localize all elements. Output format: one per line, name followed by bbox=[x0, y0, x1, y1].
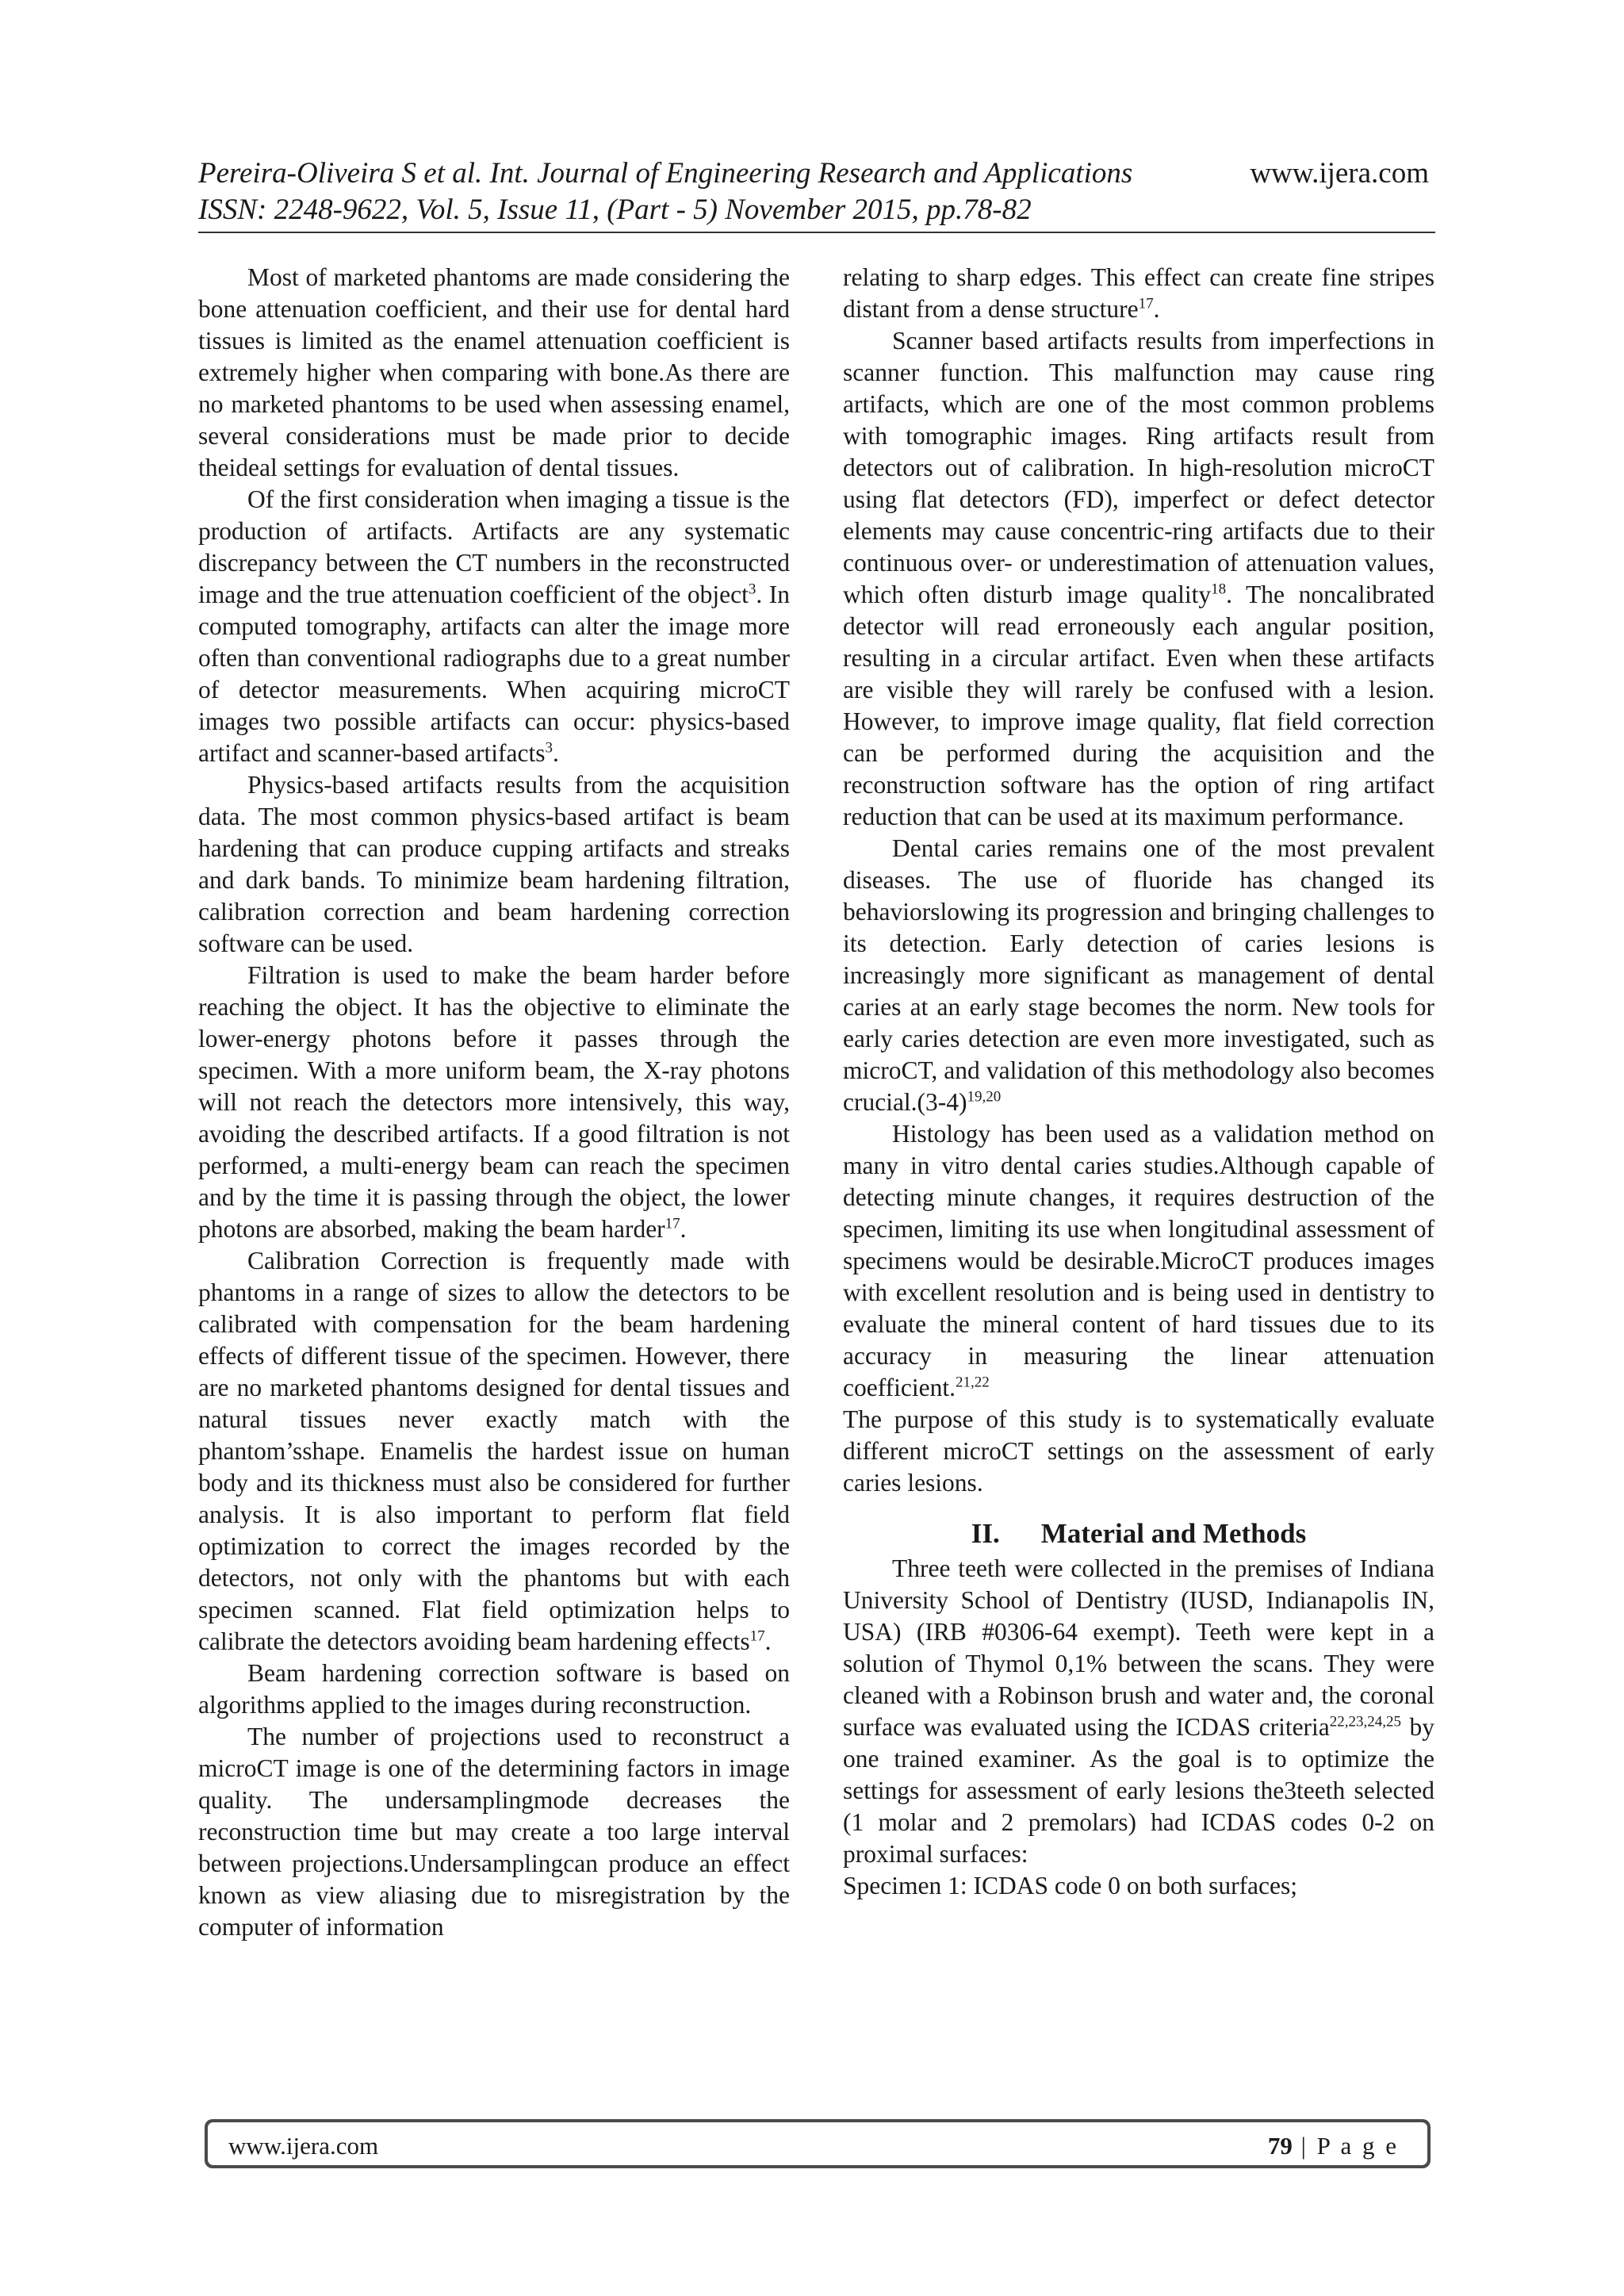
section-heading bbox=[843, 1518, 1434, 1550]
citation: 3 bbox=[748, 581, 756, 598]
paragraph: Most of marketed phantoms are made considering the bone attenuation coefficient, and their use for dental hard tissues is limited as the enamel attenuation coefficient is extremely higher when comparing with bone.As there are no marketed phantoms to be used when assessing enamel, several considerations must be made prior to decide theideal settings for evaluation of dental tissues. bbox=[198, 263, 790, 481]
footer-bar bbox=[205, 2119, 1431, 2168]
paragraph: Physics-based artifacts results from the acquisition data. The most common physics-based artifact is beam hardening that can produce cupping artifacts and streaks and dark bands. To minimize beam hardening filtration, calibration correction and beam hardening correction software can be used. bbox=[198, 771, 790, 957]
section-title: Material and Methods bbox=[1040, 1518, 1307, 1549]
header-issn-line: ISSN: 2248-9622, Vol. 5, Issue 11, (Part - 5) November 2015, pp.78-82 bbox=[198, 194, 1032, 226]
paragraph: Three teeth were collected in the premises of Indiana University School of Dentistry (IUSD, Indianapolis IN, USA) (IRB #0306-64 exempt). Teeth were kept in a solution of Thymol 0,1% between the scans. They were cleaned with a Robinson brush and water and, the coronal surface was evaluated using the ICDAS criteria$^{22,23,24,25}$ by one trained examiner. As the goal is to optimize the settings for assessment of early lesions the3teeth selected (1 molar and 2 premolars) had ICDAS codes 0-2 on proximal surfaces: bbox=[843, 1554, 1434, 1868]
paragraph: Histology has been used as a validation method on many in vitro dental caries studies.Although capable of detecting minute changes, it requires destruction of the specimen, limiting its use when longitudinal assessment of specimens would be desirable.MicroCT produces images with excellent resolution and is being used in dentistry to evaluate the mineral content of hard tissues due to its accuracy in measuring the linear attenuation coefficient.$^{21,22}$ bbox=[843, 1120, 1434, 1401]
citation: 3 bbox=[545, 739, 553, 757]
page-number: 79 | P a g e bbox=[1267, 2132, 1399, 2160]
paragraph: Of the first consideration when imaging a tissue is the production of artifacts. Artifacts are any systematic discrepancy between the CT numbers in the reconstructed image and the true attenuation coefficient of the object$^3$. In computed tomography, artifacts can alter the image more often than conventional radiographs due to a great number of detector measurements. When acquiring microCT images two possible artifacts can occur: physics-based artifact and scanner-based artifacts$^3$. bbox=[198, 485, 790, 767]
right-column bbox=[843, 262, 1434, 1902]
citation: 18 bbox=[1211, 581, 1227, 598]
header-journal-line: Pereira-Oliveira S et al. Int. Journal of Engineering Research and Applications bbox=[198, 157, 1133, 190]
paragraph: The purpose of this study is to systematically evaluate different microCT settings on the assessment of early caries lesions. bbox=[843, 1405, 1434, 1497]
paragraph: The number of projections used to reconstruct a microCT image is one of the determining factors in image quality. The undersamplingmode decreases the reconstruction time but may create a too large interval between projections.Undersamplingcan produce an effect known as view aliasing due to misregistration by the computer of information bbox=[198, 1723, 790, 1941]
citation: 22,23,24,25 bbox=[1329, 1713, 1402, 1731]
left-column bbox=[198, 262, 790, 1943]
paragraph: Beam hardening correction software is based on algorithms applied to the images during reconstruction. bbox=[198, 1659, 790, 1719]
running-header bbox=[198, 155, 1435, 233]
citation: 19,20 bbox=[967, 1088, 1002, 1106]
paragraph: relating to sharp edges. This effect can create fine stripes distant from a dense structure$^{17}$. bbox=[843, 263, 1434, 323]
citation: 17 bbox=[665, 1215, 680, 1232]
header-website: www.ijera.com bbox=[1250, 157, 1429, 190]
paragraph: Specimen 1: ICDAS code 0 on both surfaces; bbox=[843, 1872, 1298, 1899]
citation: 17 bbox=[749, 1627, 765, 1645]
citation: 17 bbox=[1138, 295, 1154, 312]
citation: 21,22 bbox=[955, 1374, 990, 1391]
paragraph: Dental caries remains one of the most prevalent diseases. The use of fluoride has changed its behaviorslowing its progression and bringing challenges to its detection. Early detection of caries lesions is increasingly more significant as management of dental caries at an early stage becomes the norm. New tools for early caries detection are even more investigated, such as microCT, and validation of this methodology also becomes $crucial.(3-4)^{19,20}$ bbox=[843, 834, 1434, 1116]
section-number: II. bbox=[971, 1518, 1000, 1549]
footer-website: www.ijera.com bbox=[228, 2132, 379, 2160]
paragraph: Scanner based artifacts results from imperfections in scanner function. This malfunction may cause ring artifacts, which are one of the most common problems with tomographic images. Ring artifacts result from detectors out of calibration. In high-resolution microCT using flat detectors (FD), imperfect or defect detector elements may cause concentric-ring artifacts due to their continuous over- or underestimation of attenuation values, which often disturb image quality$^{18}$. The noncalibrated detector will read erroneously each angular position, resulting in a circular artifact. Even when these artifacts are visible they will rarely be confused with a lesion. However, to improve image quality, flat field correction can be performed during the acquisition and the reconstruction software has the option of ring artifact reduction that can be used at its maximum performance. bbox=[843, 327, 1434, 830]
paragraph: Filtration is used to make the beam harder before reaching the object. It has the objective to eliminate the lower-energy photons before it passes through the specimen. With a more uniform beam, the X-ray photons will not reach the detectors more intensively, this way, avoiding the described artifacts. If a good filtration is not performed, a multi-energy beam can reach the specimen and by the time it is passing through the object, the lower photons are absorbed, making the beam harder$^{17}$. bbox=[198, 961, 790, 1243]
paragraph: Calibration Correction is frequently made with phantoms in a range of sizes to allow the detectors to be calibrated with compensation for the beam hardening effects of different tissue of the specimen. However, there are no marketed phantoms designed for dental tissues and natural tissues never exactly match with the phantom’sshape. Enamelis the hardest issue on human body and its thickness must also be considered for further analysis. It is also important to perform flat field optimization to correct the images recorded by the detectors, not only with the phantoms but with each specimen scanned. Flat field optimization helps to calibrate the detectors avoiding beam hardening effects$^{17}$. bbox=[198, 1247, 790, 1655]
